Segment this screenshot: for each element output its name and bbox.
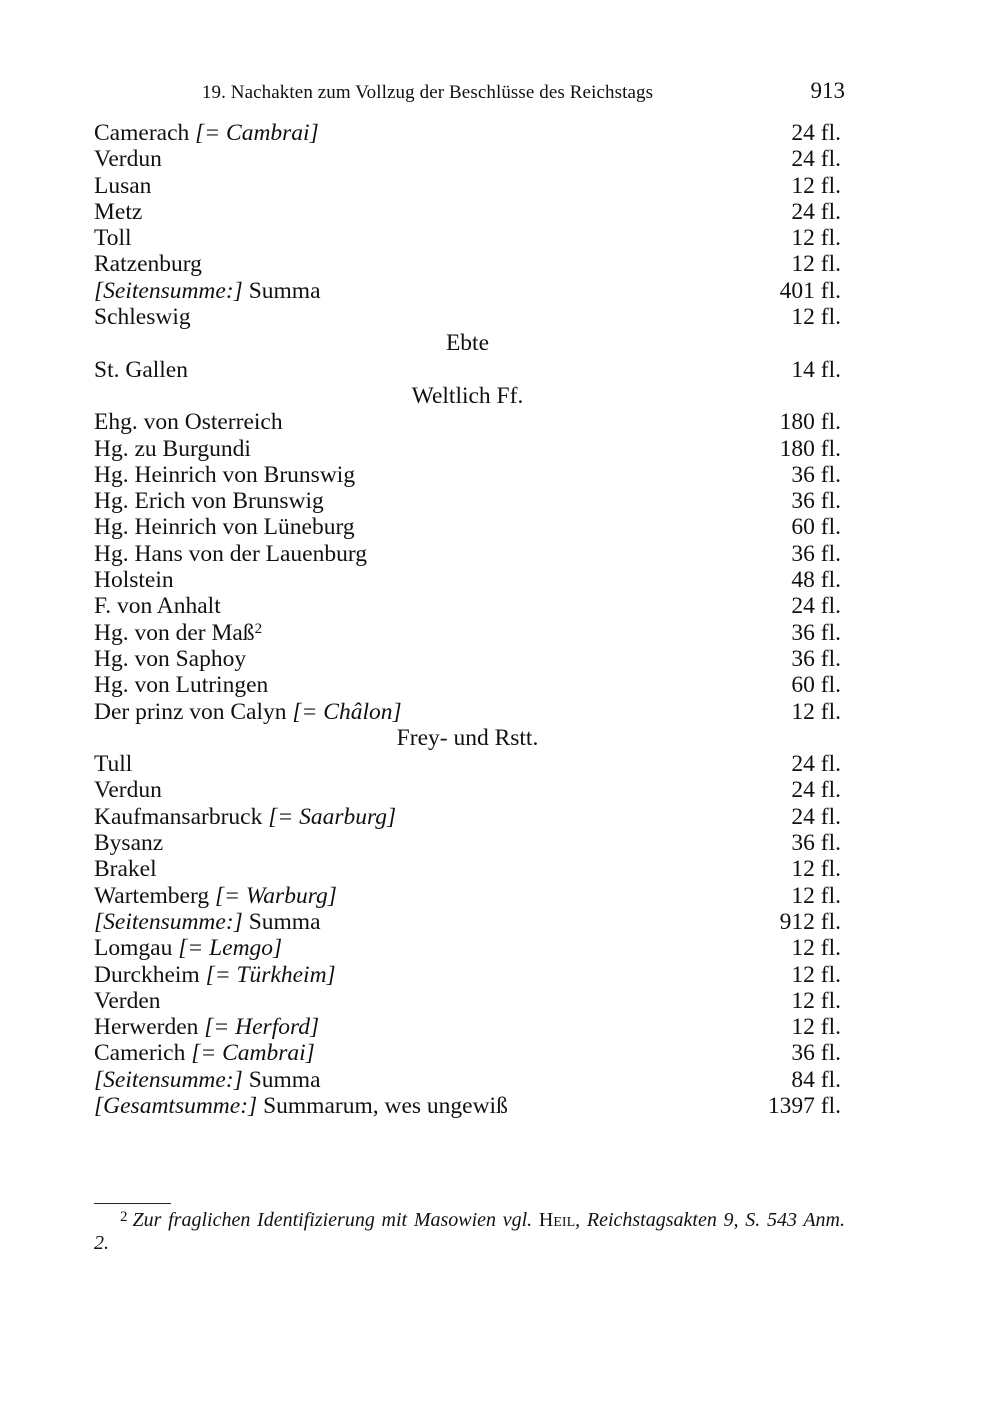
list-item [94,804,841,830]
entry-amount: 60 fl. [791,514,841,541]
entry-name [94,777,162,803]
footnote-author: Heil [538,1209,576,1231]
section-heading-label [94,725,841,751]
entry-label: Summa [248,908,321,935]
list-item [94,856,841,882]
section-heading-label [94,330,841,356]
entry-name [94,935,282,961]
entry-label: Hg. Hans von der Lauenburg [94,540,368,567]
entry-label: Bysanz [94,830,164,857]
list-item [94,462,841,488]
entry-label: Hg. Heinrich von Lüneburg [94,514,355,541]
editorial-note: [= Châlon] [292,698,402,725]
entry-label: Holstein [94,567,174,594]
entry-name [94,883,337,909]
list-item [94,120,841,146]
list-item [94,672,841,698]
editorial-note: [= Cambrai] [195,120,319,146]
entry-name [94,646,246,672]
editorial-note: [= Saarburg] [268,803,397,830]
entry-amount: 912 fl. [779,908,841,935]
editorial-prefix: [Seitensumme:] [94,1066,243,1093]
entry-amount: 12 fl. [791,856,841,883]
entry-amount: 24 fl. [791,751,841,778]
entry-name [94,278,321,304]
entry-amount: 24 fl. [791,198,841,225]
footnote [94,1206,845,1255]
entry-amount: 401 fl. [779,277,841,304]
entry-name [94,462,355,488]
entry-name [94,962,336,988]
entry-name [94,357,188,383]
heading-text: Weltlich Ff. [411,382,524,409]
entry-name [94,225,132,251]
entry-name [94,1067,321,1093]
entry-label: Camerach [94,120,190,146]
entry-amount: 12 fl. [791,251,841,278]
footnote-number: 2 [120,1209,128,1225]
entry-name [94,146,162,172]
entry-name [94,567,174,593]
entry-label: Hg. zu Burgundi [94,435,251,462]
entry-amount: 12 fl. [791,987,841,1014]
editorial-note: [= Lemgo] [178,935,283,962]
entry-amount: 24 fl. [791,777,841,804]
entry-amount: 36 fl. [791,830,841,857]
entry-amount: 36 fl. [791,1040,841,1067]
entry-amount: 24 fl. [791,803,841,830]
entry-name [94,1040,315,1066]
list-item [94,488,841,514]
list-item [94,1040,841,1066]
editorial-prefix: [Seitensumme:] [94,908,243,935]
entry-amount: 12 fl. [791,1014,841,1041]
entry-name [94,593,221,619]
entry-amount: 14 fl. [791,356,841,383]
entry-amount: 12 fl. [791,304,841,331]
entry-amount: 12 fl. [791,935,841,962]
entry-label: Schleswig [94,304,191,331]
entry-name [94,620,262,646]
entry-label: Der prinz von Calyn [94,698,287,725]
entry-label: Hg. Heinrich von Brunswig [94,461,356,488]
entry-name [94,409,283,435]
entry-amount: 1397 fl. [767,1092,841,1119]
heading-text: Frey- und Rstt. [396,724,539,751]
entry-amount: 24 fl. [791,146,841,173]
entry-amount: 36 fl. [791,645,841,672]
entry-name [94,909,321,935]
footnote-text: Zur fraglichen Identifizierung mit Masowien vgl. [132,1209,533,1231]
entry-name [94,173,151,199]
entry-name [94,120,319,146]
entry-label: Ehg. von Osterreich [94,409,283,436]
entry-label: Hg. Erich von Brunswig [94,488,324,515]
entry-amount: 12 fl. [791,961,841,988]
entry-label: Verden [94,987,161,1014]
entry-amount: 24 fl. [791,120,841,146]
entry-amount: 36 fl. [791,619,841,646]
entry-label: Hg. von Lutringen [94,672,269,699]
entry-amount: 12 fl. [791,172,841,199]
editorial-prefix: [Seitensumme:] [94,277,243,304]
list-item [94,830,841,856]
entry-name [94,514,355,540]
section-heading [94,383,841,409]
editorial-note: [= Cambrai] [191,1040,315,1067]
entry-label: Wartemberg [94,882,210,909]
heading-text: Ebte [445,330,490,357]
entry-amount: 60 fl. [791,672,841,699]
list-item [94,514,841,540]
entry-label: Verdun [94,146,162,173]
section-heading-label [94,383,841,409]
entry-label: Summa [248,277,321,304]
entry-amount: 48 fl. [791,567,841,594]
list-item [94,988,841,1014]
entry-amount: 36 fl. [791,461,841,488]
page-number: 913 [810,78,845,103]
list-item [94,304,841,330]
entry-label: Metz [94,198,143,225]
entry-label: Camerich [94,1040,186,1067]
list-item [94,883,841,909]
editorial-note: [= Herford] [204,1014,320,1041]
entry-amount: 180 fl. [779,435,841,462]
list-item [94,1093,841,1119]
entry-amount: 12 fl. [791,882,841,909]
entry-label: Toll [94,225,132,252]
section-heading [94,330,841,356]
payment-list [94,120,841,1119]
list-item [94,646,841,672]
list-item [94,962,841,988]
entry-name [94,672,268,698]
list-item [94,278,841,304]
entry-label: Kaufmansarbruck [94,803,263,830]
section-heading [94,725,841,751]
list-item [94,409,841,435]
list-item [94,1014,841,1040]
entry-name [94,199,142,225]
entry-amount: 180 fl. [779,409,841,436]
entry-name [94,804,396,830]
entry-name [94,830,163,856]
footnote-reference: 2 [254,620,263,637]
footnote-rule [94,1203,171,1204]
entry-label: Brakel [94,856,157,883]
running-header [94,78,845,108]
entry-name [94,488,324,514]
entry-label: Lomgau [94,935,173,962]
entry-amount: 84 fl. [791,1066,841,1093]
entry-label: Hg. von der Maß [94,619,255,646]
footnote-text-end: , Reichstagsakten 9, S. 543 Anm. 2. [94,1209,846,1254]
entry-name [94,436,251,462]
entry-name [94,1093,508,1119]
entry-name [94,988,161,1014]
entry-label: St. Gallen [94,356,188,383]
list-item [94,593,841,619]
editorial-note: [= Warburg] [215,882,337,909]
entry-label: Herwerden [94,1014,199,1041]
list-item [94,567,841,593]
list-item [94,146,841,172]
list-item [94,251,841,277]
list-item [94,436,841,462]
entry-name [94,251,202,277]
editorial-note: [= Türkheim] [205,961,336,988]
entry-amount: 12 fl. [791,225,841,252]
list-item [94,699,841,725]
entry-label: Durckheim [94,961,200,988]
list-item [94,1067,841,1093]
entry-amount: 12 fl. [791,698,841,725]
list-item [94,777,841,803]
list-item [94,909,841,935]
entry-name [94,1014,319,1040]
entry-amount: 24 fl. [791,593,841,620]
list-item [94,225,841,251]
entry-label: Summa [248,1066,321,1093]
list-item [94,357,841,383]
entry-name [94,699,402,725]
entry-name [94,751,132,777]
entry-label: Verdun [94,777,162,804]
list-item [94,620,841,646]
entry-name [94,304,191,330]
entry-label: Ratzenburg [94,251,202,278]
entry-label: F. von Anhalt [94,593,221,620]
list-item [94,173,841,199]
entry-amount: 36 fl. [791,540,841,567]
entry-label: Summarum, wes ungewiß [263,1092,508,1119]
entry-label: Lusan [94,172,152,199]
list-item [94,751,841,777]
list-item [94,541,841,567]
entry-amount: 36 fl. [791,488,841,515]
header-title: 19. Nachakten zum Vollzug der Beschlüsse des Reichstags [201,82,654,103]
entry-name [94,541,367,567]
list-item [94,935,841,961]
entry-name [94,856,157,882]
entry-label: Hg. von Saphoy [94,645,247,672]
editorial-prefix: [Gesamtsumme:] [94,1092,258,1119]
list-item [94,199,841,225]
entry-label: Tull [94,751,133,778]
